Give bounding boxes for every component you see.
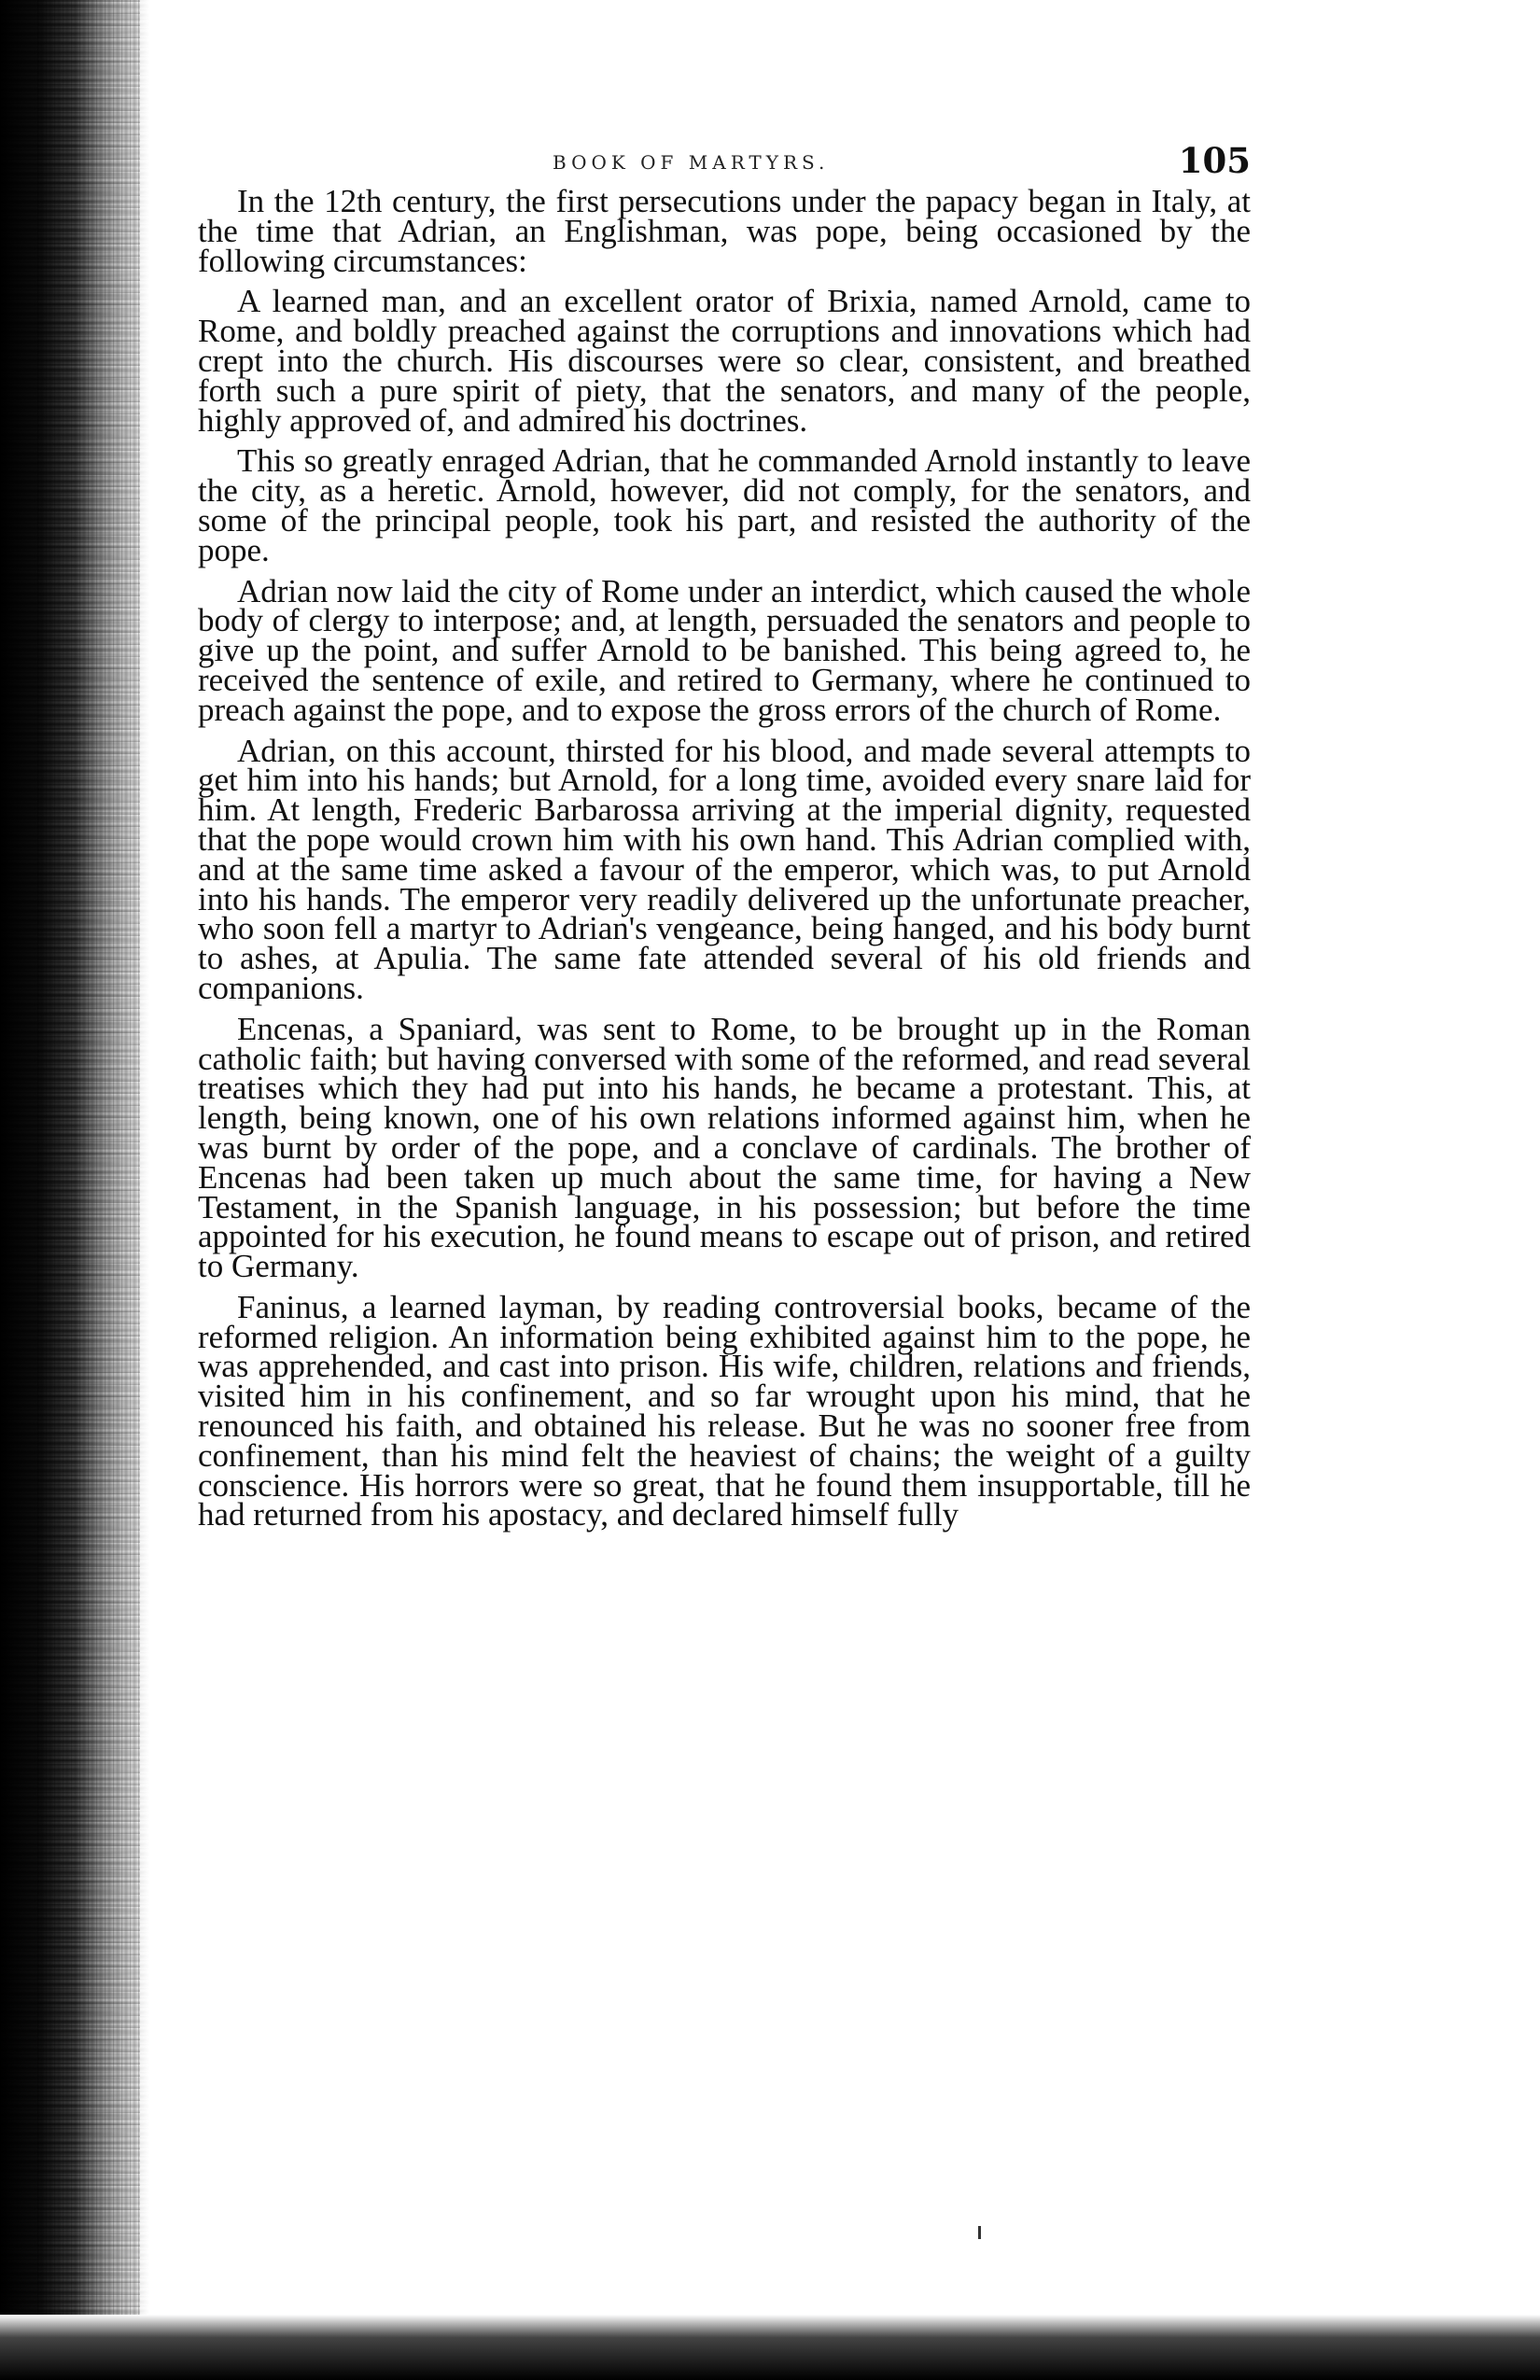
paragraph: Adrian now laid the city of Rome under an interdict, which caused the whole body of clergy to interpose; and, at length, persuaded the senators and people to give up the point, and suffer Arnold to be banished. This being agreed to, he received the sentence of exile, and retired to Germany, where he continued to preach against the pope, and to expose the gross errors of the church of Rome.	[198, 572, 1251, 728]
running-head: BOOK OF MARTYRS.	[553, 151, 830, 174]
paragraph: In the 12th century, the first persecutions under the papacy began in Italy, at the time that Adrian, an Englishman, was pope, being occasioned by the following circumstances:	[198, 183, 1251, 279]
page-gutter-texture	[37, 0, 140, 2380]
paragraph: A learned man, and an excellent orator of Brixia, named Arnold, came to Rome, and boldly preached against the corruptions and innovations which had crept into the church. His discourses were so clear, consistent, and breathed forth such a pure spirit of piety, that the senators, and many of the people, highly approved of, and admired his doctrines.	[198, 283, 1251, 439]
paragraph: Adrian, on this account, thirsted for his blood, and made several attempts to get him into his hands; but Arnold, for a long time, avoided every snare laid for him. At length, Frederic Barbarossa arriving at the imperial dignity, requested that the pope would crown him with his own hand. This Adrian complied with, and at the same time asked a favour of the emperor, which was, to put Arnold into his hands. The emperor very readily delivered up the unfortunate preacher, who soon fell a martyr to Adrian's vengeance, being hanged, and his body burnt to ashes, at Apulia. The same fate attended several of his old friends and companions.	[198, 732, 1251, 1006]
paragraph: This so greatly enraged Adrian, that he commanded Arnold instantly to leave the city, as a heretic. Arnold, however, did not comply, for the senators, and some of the principal people, took his part, and resisted the authority of the pope.	[198, 442, 1251, 568]
scan-speck	[978, 2226, 981, 2239]
page-number: 105	[1178, 140, 1251, 181]
page-bottom-shadow	[0, 2315, 1540, 2380]
body-text	[198, 183, 1251, 1533]
paragraph: Faninus, a learned layman, by reading controversial books, became of the reformed religion. An information being exhibited against him to the pope, he was apprehended, and cast into prison. His wife, children, relations and friends, visited him in his confinement, and so far wrought upon his mind, that he renounced his faith, and obtained his release. But he was no sooner free from confinement, than his mind felt the heaviest of chains; the weight of a guilty conscience. His horrors were so great, that he found them insupportable, till he had returned from his apostacy, and declared himself fully	[198, 1288, 1251, 1533]
paragraph: Encenas, a Spaniard, was sent to Rome, to be brought up in the Roman catholic faith; but having conversed with some of the reformed, and read several treatises which they had put into his hands, he became a protestant. This, at length, being known, one of his own relations informed against him, when he was burnt by order of the pope, and a conclave of cardinals. The brother of Encenas had been taken up much about the same time, for having a New Testament, in the Spanish language, in his possession; but before the time appointed for his execution, he found means to escape out of prison, and retired to Germany.	[198, 1010, 1251, 1285]
